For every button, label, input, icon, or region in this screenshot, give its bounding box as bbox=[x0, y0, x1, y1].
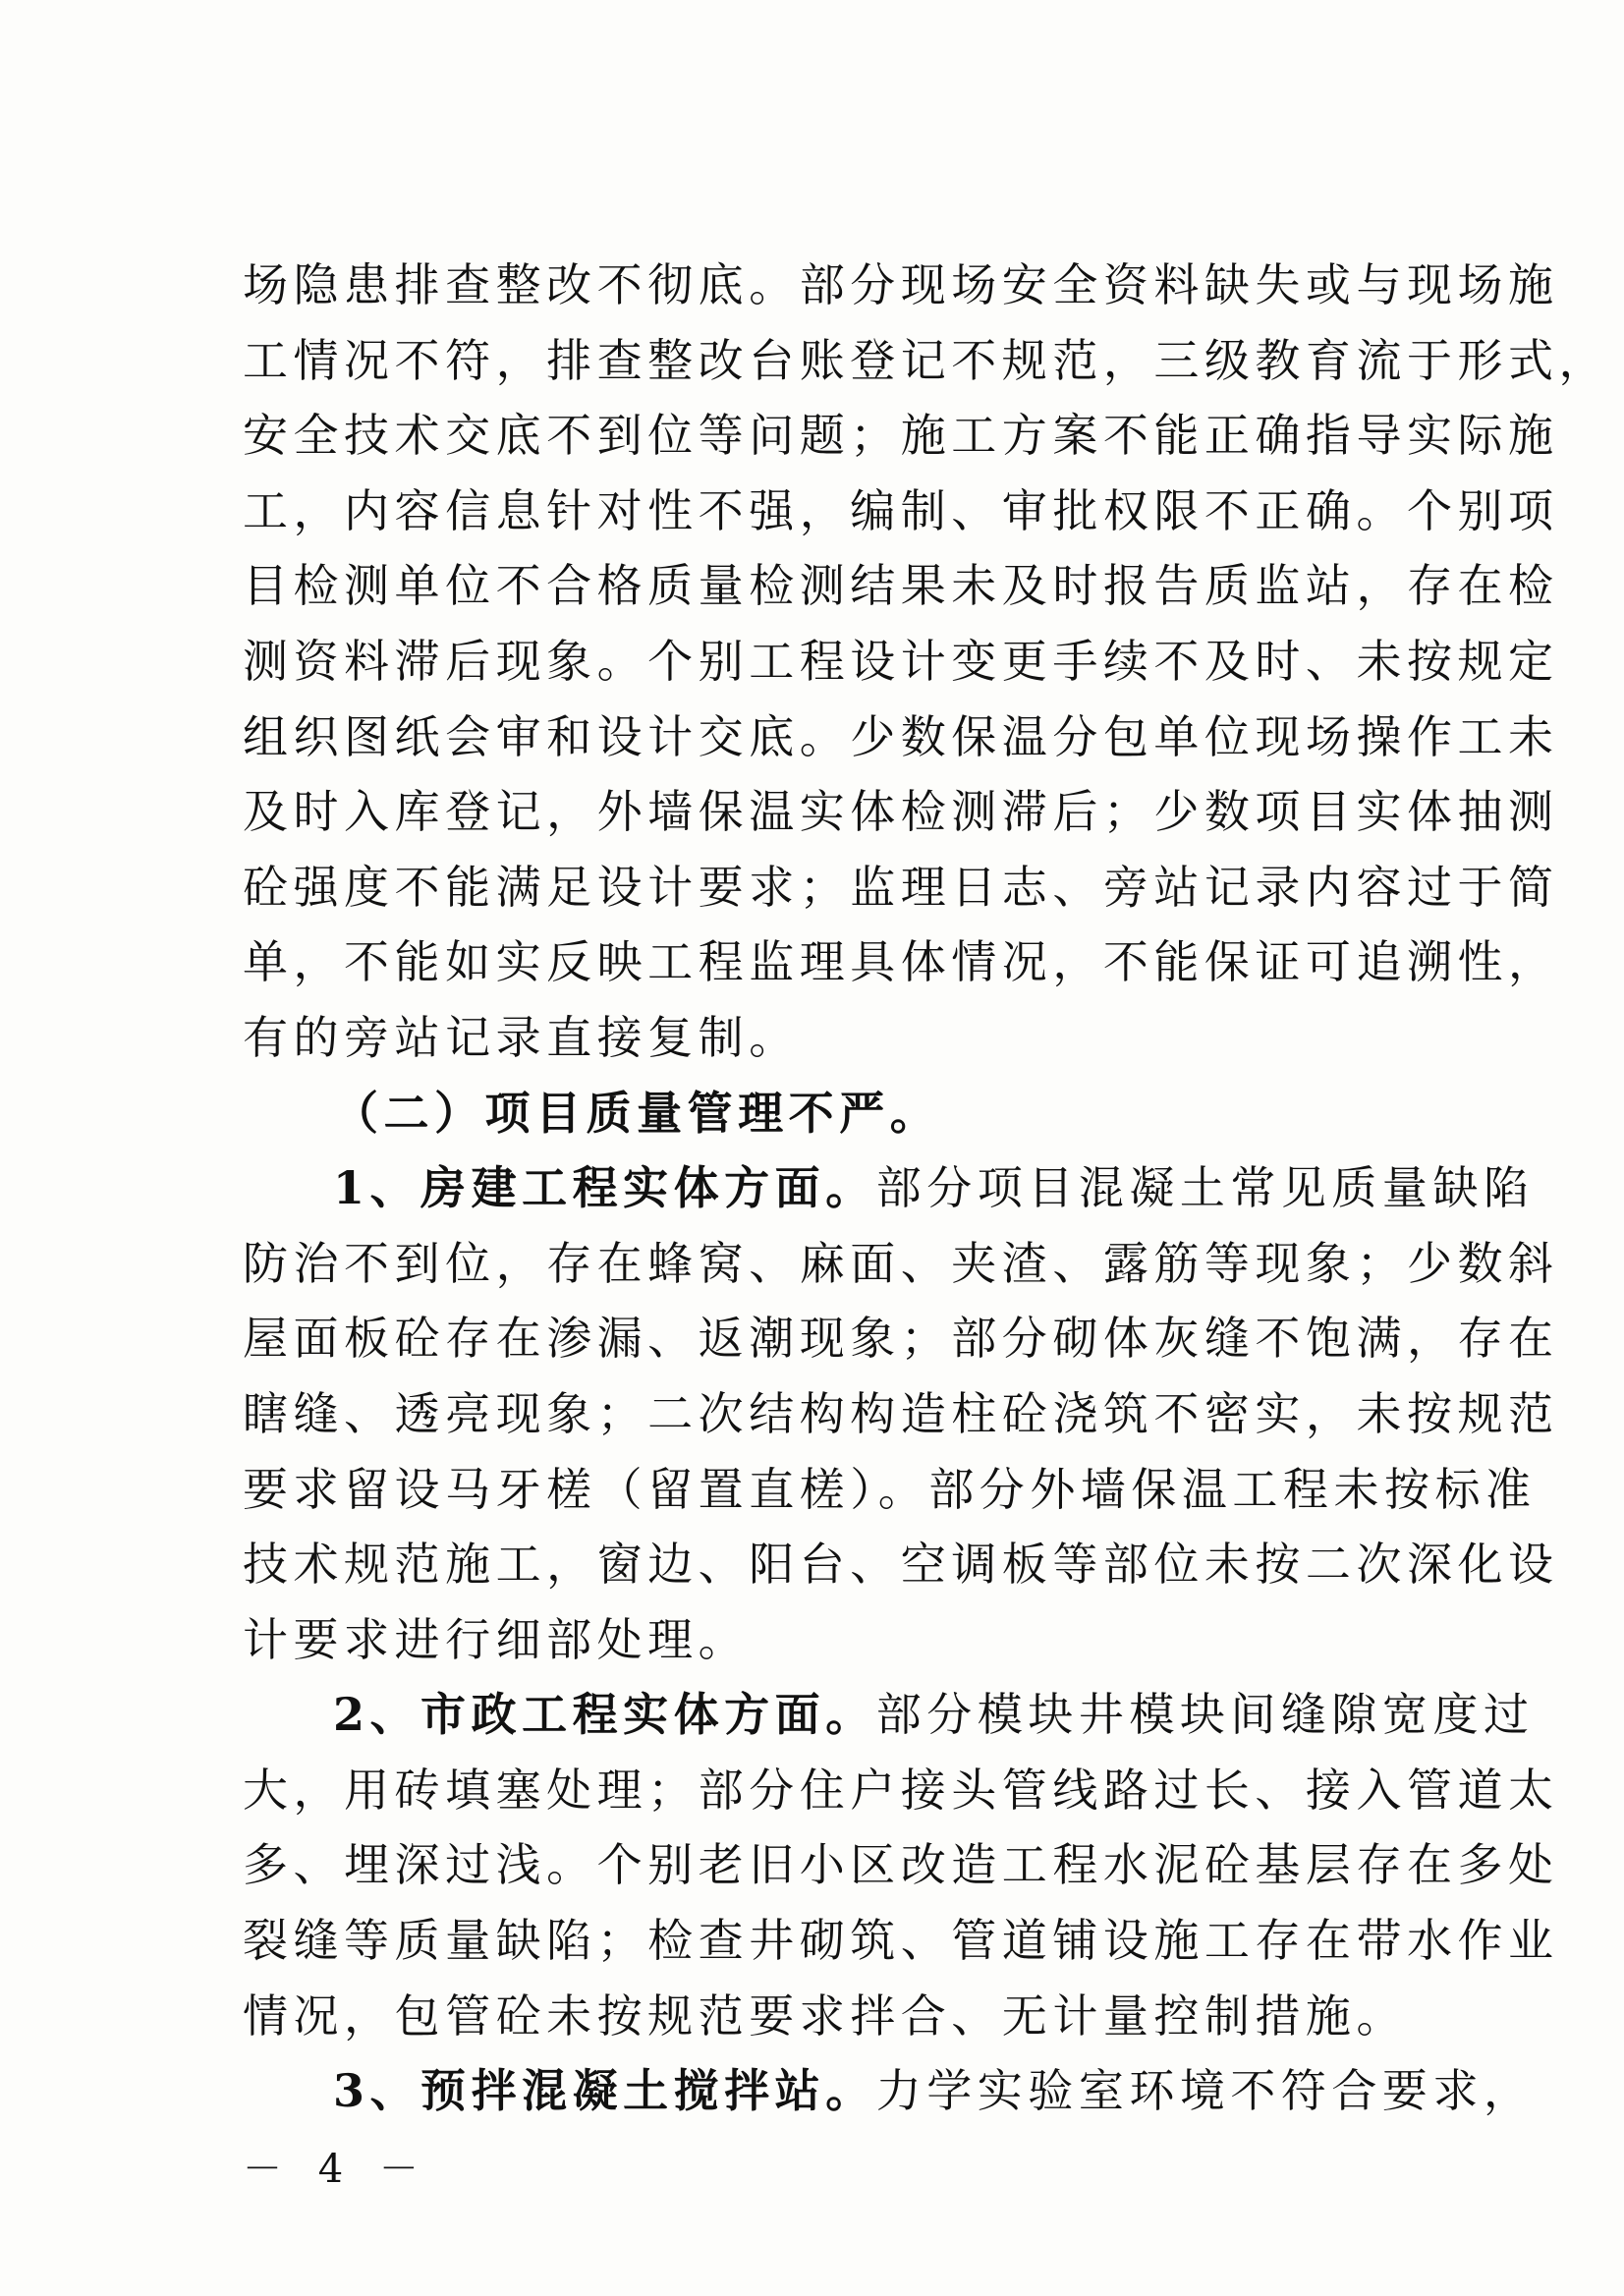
text-line: 屋面板砼存在渗漏、返潮现象；部分砌体灰缝不饱满，存在 bbox=[243, 1312, 1559, 1366]
text-line: 大，用砖填塞处理；部分住户接头管线路过长、接入管道太 bbox=[243, 1763, 1559, 1817]
section-heading: （二）项目质量管理不严。 bbox=[333, 1086, 941, 1140]
text-line: 工，内容信息针对性不强，编制、审批权限不正确。个别项 bbox=[243, 483, 1559, 537]
text-line: 瞎缝、透亮现象；二次结构构造柱砼浇筑不密实，未按规范 bbox=[243, 1386, 1559, 1440]
text-line: 情况，包管砼未按规范要求拌合、无计量控制措施。 bbox=[243, 1988, 1407, 2043]
text-line: 安全技术交底不到位等问题；施工方案不能正确指导实际施 bbox=[243, 409, 1559, 463]
item-1-lead: 1、房建工程实体方面。 bbox=[333, 1161, 876, 1215]
text-line: 目检测单位不合格质量检测结果未及时报告质监站，存在检 bbox=[243, 559, 1559, 613]
text-line: 砼强度不能满足设计要求；监理日志、旁站记录内容过于简 bbox=[243, 860, 1559, 914]
item-3-lead: 3、预拌混凝土搅拌站。 bbox=[333, 2064, 876, 2118]
item-2-first-line bbox=[243, 1677, 1535, 1753]
text-line: 场隐患排查整改不彻底。部分现场安全资料缺失或与现场施 bbox=[243, 258, 1559, 311]
page-number: － 4 － bbox=[243, 2147, 430, 2192]
text-line: 多、埋深过浅。个别老旧小区改造工程水泥砼基层存在多处 bbox=[243, 1838, 1559, 1892]
text-line: 技术规范施工，窗边、阳台、空调板等部位未按二次深化设 bbox=[243, 1538, 1559, 1592]
text-line: 工情况不符，排查整改台账登记不规范，三级教育流于形式， bbox=[243, 333, 1610, 387]
item-1-first-line bbox=[243, 1150, 1535, 1226]
item-3-first-line-text: 力学实验室环境不符合要求， bbox=[875, 2064, 1535, 2118]
item-2-first-line-text: 部分模块井模块间缝隙宽度过 bbox=[875, 1688, 1535, 1742]
text-line: 防治不到位，存在蜂窝、麻面、夹渣、露筋等现象；少数斜 bbox=[243, 1236, 1559, 1290]
text-line: 计要求进行细部处理。 bbox=[243, 1612, 750, 1666]
text-line: 单，不能如实反映工程监理具体情况，不能保证可追溯性， bbox=[243, 935, 1559, 989]
item-1-first-line-text: 部分项目混凝土常见质量缺陷 bbox=[875, 1161, 1535, 1215]
text-line: 组织图纸会审和设计交底。少数保温分包单位现场操作工未 bbox=[243, 709, 1559, 763]
text-line: 要求留设马牙槎（留置直槎）。部分外墙保温工程未按标准 bbox=[243, 1462, 1537, 1516]
text-line: 裂缝等质量缺陷；检查井砌筑、管道铺设施工存在带水作业 bbox=[243, 1914, 1559, 1968]
text-line: 测资料滞后现象。个别工程设计变更手续不及时、未按规定 bbox=[243, 634, 1559, 688]
text-line: 及时入库登记，外墙保温实体检测滞后；少数项目实体抽测 bbox=[243, 785, 1559, 839]
text-line: 有的旁站记录直接复制。 bbox=[243, 1010, 800, 1064]
item-3-first-line bbox=[243, 2053, 1535, 2129]
document-body bbox=[243, 248, 1610, 2129]
item-2-lead: 2、市政工程实体方面。 bbox=[333, 1688, 876, 1742]
